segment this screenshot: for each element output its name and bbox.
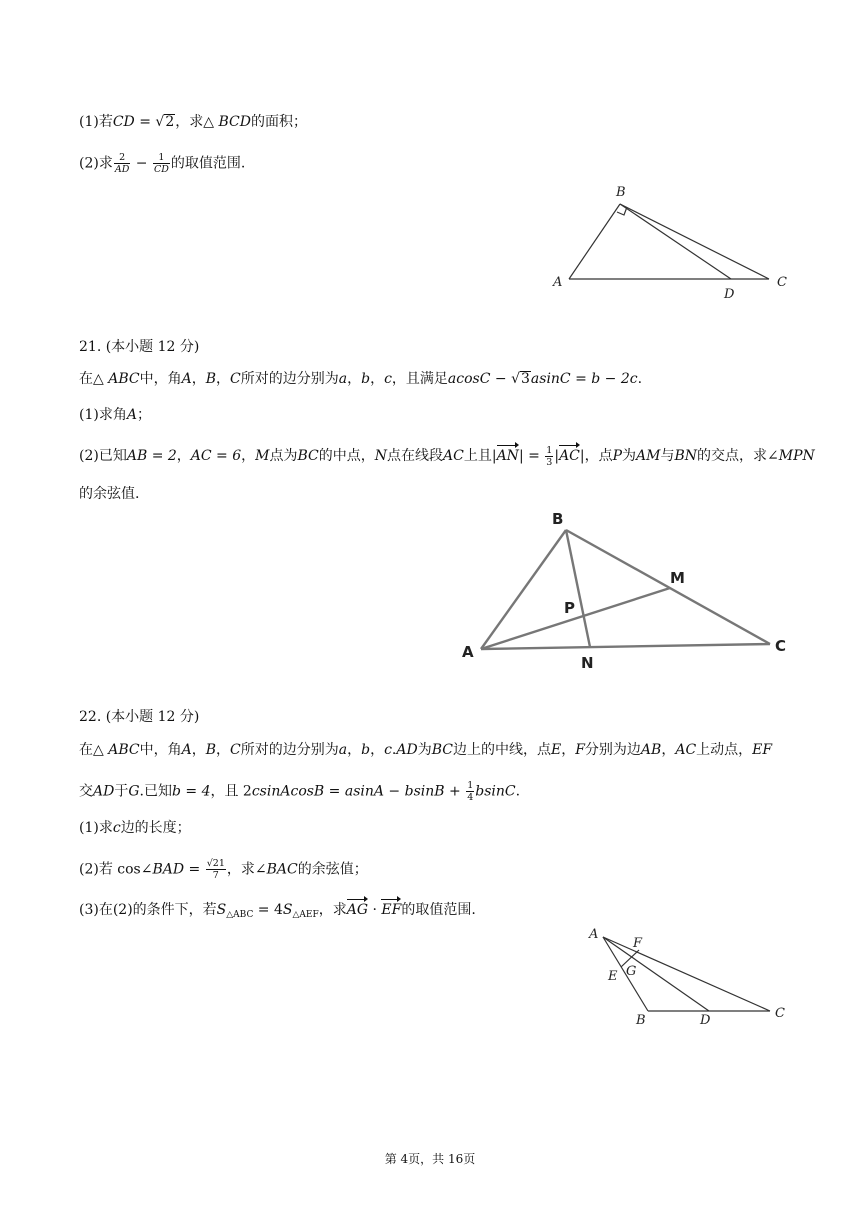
q21-header: 21. (本小题 12 分) <box>79 339 200 355</box>
q22-part2: (2)若 cos∠BAD = $\frac{√21}{7}$ ，求∠BAC的余弦值； <box>79 858 368 881</box>
q22-part3: (3)在(2)的条件下，若$S_{\triangle ABC} = 4S_{\triangle AEF}$，求AG · EF的取值范围. <box>79 898 476 925</box>
q22-stem-2: 交AD于G.已知b = 4，且 2csinAcosB = asinA − bsinB + $\frac{1}{4}$ bsinC. <box>79 780 521 803</box>
q22-header: 22. (本小题 12 分) <box>79 709 200 725</box>
label-d: D <box>724 287 735 302</box>
label-b: B <box>616 185 626 200</box>
q21-part2-cont: 的余弦值. <box>79 486 140 502</box>
label-a: A <box>462 643 474 661</box>
label-n: N <box>581 654 594 672</box>
q21-stem: 在△ ABC中，角A，B，C所对的边分别为a，b，c，且满足acosC − √3asinC = b − 2c. <box>79 371 643 387</box>
label-f: F <box>633 936 643 951</box>
q22-stem-1: 在△ ABC中，角A，B，C所对的边分别为a，b，c.AD为BC边上的中线，点E，F分别为边AB，AC上动点，EF <box>79 742 773 758</box>
label-m: M <box>670 569 685 587</box>
label-b: B <box>636 1013 646 1028</box>
label-p: P <box>564 599 575 617</box>
q22-part1: (1)求c边的长度； <box>79 820 191 836</box>
q21-part2: (2)已知AB = 2，AC = 6，M点为BC的中点，N点在线段AC上且|AN| = $\frac{1}{3}$ |AC|，点P为AM与BN的交点，求∠MPN <box>79 444 815 468</box>
label-b: B <box>552 510 564 528</box>
label-c: C <box>775 637 787 655</box>
q20-part1: (1)若CD = √2，求△ BCD的面积； <box>79 114 307 130</box>
q20-part2: (2)求 $\frac{2}{AD}$ − $\frac{1}{CD}$ 的取值范围. <box>79 152 246 175</box>
q21-part1: (1)求角A； <box>79 407 151 423</box>
label-c: C <box>777 275 787 290</box>
label-c: C <box>775 1006 785 1021</box>
label-e: E <box>608 969 618 984</box>
label-d: D <box>700 1013 711 1028</box>
label-g: G <box>626 964 637 979</box>
page-footer: 第 4页，共 16页 <box>384 1152 476 1166</box>
label-a: A <box>589 927 599 942</box>
label-a: A <box>553 275 563 290</box>
